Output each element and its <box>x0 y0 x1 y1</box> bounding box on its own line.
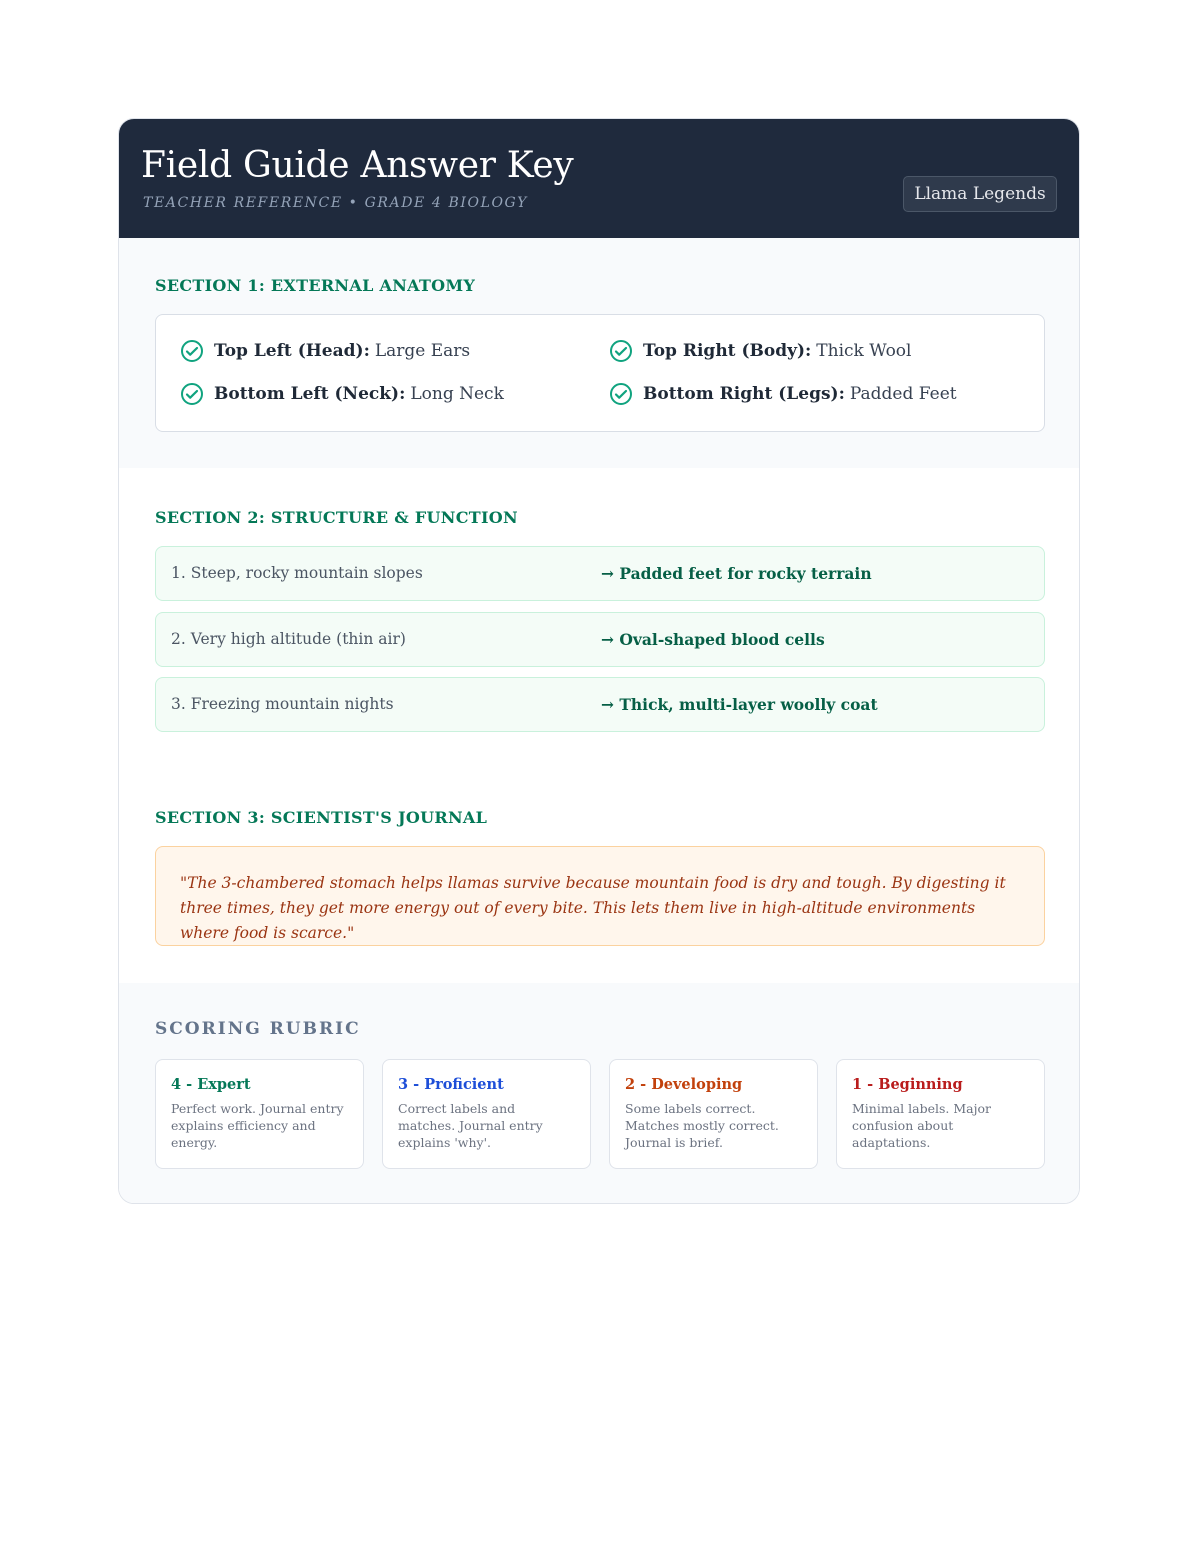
anatomy-item <box>180 339 470 363</box>
rubric-level-desc: Some labels correct. Matches mostly correct. Journal is brief. <box>625 1101 779 1150</box>
check-circle-icon <box>609 382 633 406</box>
rubric-level-desc: Minimal labels. Major confusion about adaptations. <box>852 1101 991 1150</box>
journal-entry: "The 3-chambered stomach helps llamas survive because mountain food is dry and tough. By digesting it three times, they get more energy out of every bite. This lets them live in high-altitude environments where food is scarce." <box>155 846 1045 946</box>
answer-key-card <box>118 118 1080 1204</box>
match-row <box>155 677 1045 732</box>
match-prompt: 3. Freezing mountain nights <box>171 695 394 713</box>
match-answer: → Oval-shaped blood cells <box>601 630 825 649</box>
section-structure-function <box>119 468 1079 983</box>
anatomy-key: Top Left (Head): <box>214 341 370 361</box>
page-title: Field Guide Answer Key <box>141 145 574 186</box>
anatomy-value: Large Ears <box>374 341 471 361</box>
anatomy-item <box>180 382 504 406</box>
match-answer: → Padded feet for rocky terrain <box>601 564 872 583</box>
header <box>119 119 1079 238</box>
section-scoring-rubric <box>119 983 1079 1204</box>
check-circle-icon <box>180 339 204 363</box>
anatomy-value: Thick Wool <box>816 341 912 361</box>
anatomy-value: Long Neck <box>410 384 504 404</box>
section-title: SECTION 2: STRUCTURE & FUNCTION <box>155 508 518 527</box>
anatomy-item <box>609 382 957 406</box>
page-subtitle: TEACHER REFERENCE • GRADE 4 BIOLOGY <box>143 195 528 211</box>
match-prompt: 1. Steep, rocky mountain slopes <box>171 564 423 582</box>
match-row <box>155 612 1045 667</box>
anatomy-key: Bottom Right (Legs): <box>643 384 845 404</box>
unit-badge: Llama Legends <box>903 176 1057 212</box>
check-circle-icon <box>609 339 633 363</box>
rubric-level-desc: Perfect work. Journal entry explains efficiency and energy. <box>171 1101 344 1150</box>
rubric-level-title: 4 - Expert <box>171 1076 251 1093</box>
check-circle-icon <box>180 382 204 406</box>
section-title: SECTION 1: EXTERNAL ANATOMY <box>155 276 476 295</box>
rubric-level-title: 3 - Proficient <box>398 1076 504 1093</box>
rubric-level-title: 2 - Developing <box>625 1076 743 1093</box>
rubric-card-beginning <box>836 1059 1045 1169</box>
rubric-level-title: 1 - Beginning <box>852 1076 963 1093</box>
rubric-level-desc: Correct labels and matches. Journal entry explains 'why'. <box>398 1101 543 1150</box>
rubric-card-developing <box>609 1059 818 1169</box>
anatomy-key: Top Right (Body): <box>643 341 812 361</box>
section-title: SECTION 3: SCIENTIST'S JOURNAL <box>155 808 488 827</box>
anatomy-value: Padded Feet <box>849 384 957 404</box>
match-answer: → Thick, multi-layer woolly coat <box>601 695 878 714</box>
anatomy-item <box>609 339 911 363</box>
anatomy-answers <box>155 314 1045 432</box>
section-external-anatomy <box>119 238 1079 468</box>
rubric-card-proficient <box>382 1059 591 1169</box>
match-prompt: 2. Very high altitude (thin air) <box>171 630 406 648</box>
anatomy-key: Bottom Left (Neck): <box>214 384 406 404</box>
match-row <box>155 546 1045 601</box>
rubric-title: SCORING RUBRIC <box>155 1019 361 1039</box>
rubric-card-expert <box>155 1059 364 1169</box>
